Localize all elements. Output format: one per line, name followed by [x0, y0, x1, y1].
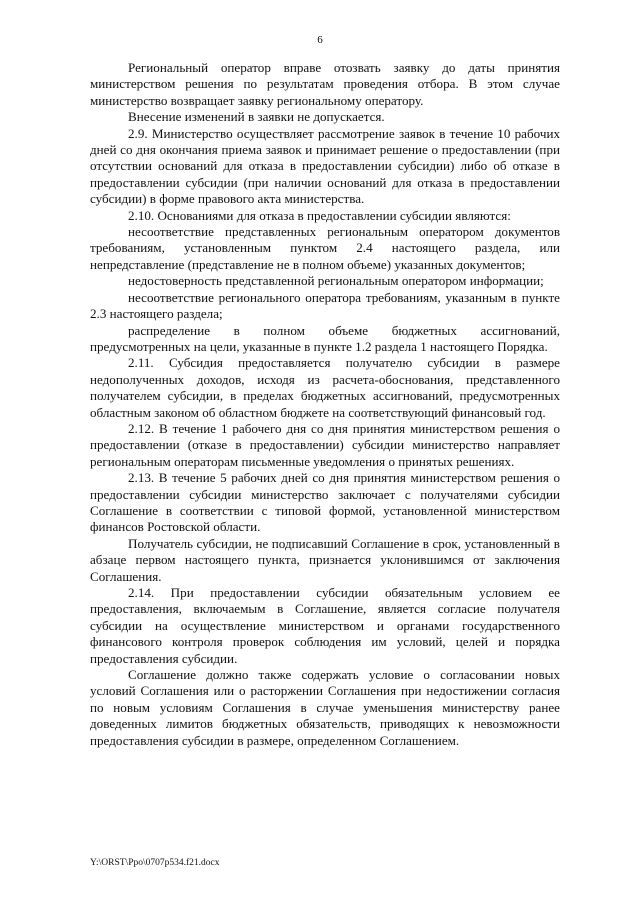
document-body	[90, 60, 560, 749]
paragraph-2-13: 2.13. В течение 5 рабочих дней со дня принятия министерством решения о предоставлении субсидии министерство заключает с получателями субсидии Соглашение в соответствии с типовой формой, установленной министерством финансов Ростовской области.	[90, 470, 560, 535]
paragraph-refusal-reason-4: распределение в полном объеме бюджетных ассигнований, предусмотренных на цели, указанные в пункте 1.2 раздела 1 настоящего Порядка.	[90, 322, 560, 354]
paragraph-withdraw-application: Региональный оператор вправе отозвать заявку до даты принятия министерством решения по результатам проведения отбора. В этом случае министерство возвращает заявку региональному оператору.	[90, 60, 560, 108]
paragraph-no-changes: Внесение изменений в заявки не допускается.	[128, 109, 385, 125]
paragraph-refusal-reason-1: несоответствие представленных региональным оператором документов требованиям, установленным пунктом 2.4 настоящего раздела, или непредставление (представление не в полном объеме) указанных документов;	[90, 224, 560, 272]
paragraph-refusal-reason-2: недостоверность представленной региональным оператором информации;	[128, 273, 544, 289]
paragraph-2-11: 2.11. Субсидия предоставляется получателю субсидии в размере недополученных доходов, исходя из расчета-обоснования, представленного получателем субсидии, в пределах бюджетных ассигнований, предусмотренных областным законом об областном бюджете на соответствующий финансовый год.	[90, 355, 560, 420]
page-number: 6	[317, 34, 323, 46]
paragraph-refusal-reason-3: несоответствие регионального оператора требованиям, указанным в пункте 2.3 настоящего раздела;	[90, 289, 560, 322]
paragraph-2-14: 2.14. При предоставлении субсидии обязательным условием ее предоставления, включаемым в Соглашение, является согласие получателя субсидии на осуществление министерством и органами государственного финансового контроля проверок соблюдения им условий, целей и порядка предоставления субсидии.	[90, 585, 560, 666]
paragraph-agreement-conditions: Соглашение должно также содержать условие о согласовании новых условий Соглашения или о расторжении Соглашения при недостижении согласия по новым условиям Соглашения в случае уменьшения министерству ранее доведенных лимитов бюджетных обязательств, приводящих к невозможности предоставления субсидии в размере, определенном Соглашением.	[90, 667, 560, 748]
paragraph-2-10: 2.10. Основаниями для отказа в предоставлении субсидии являются:	[128, 207, 511, 223]
paragraph-unsigned-agreement: Получатель субсидии, не подписавший Соглашение в срок, установленный в абзаце первом настоящего пункта, признается уклонившимся от заключения Соглашения.	[90, 535, 560, 584]
paragraph-2-9: 2.9. Министерство осуществляет рассмотрение заявок в течение 10 рабочих дней со дня окончания приема заявок и принимает решение о предоставлении (при отсутствии оснований для отказа в предоставлении субсидии) либо об отказе в предоставлении субсидии (при наличии оснований для отказа в предоставлении субсидии) в форме правового акта министерства.	[90, 125, 560, 207]
paragraph-2-12: 2.12. В течение 1 рабочего дня со дня принятия министерством решения о предоставлении (отказе в предоставлении) субсидии министерство направляет региональным операторам письменные уведомления о принятых решениях.	[90, 420, 560, 469]
footer-file-path: Y:\ORST\Ppo\0707p534.f21.docx	[90, 858, 220, 868]
